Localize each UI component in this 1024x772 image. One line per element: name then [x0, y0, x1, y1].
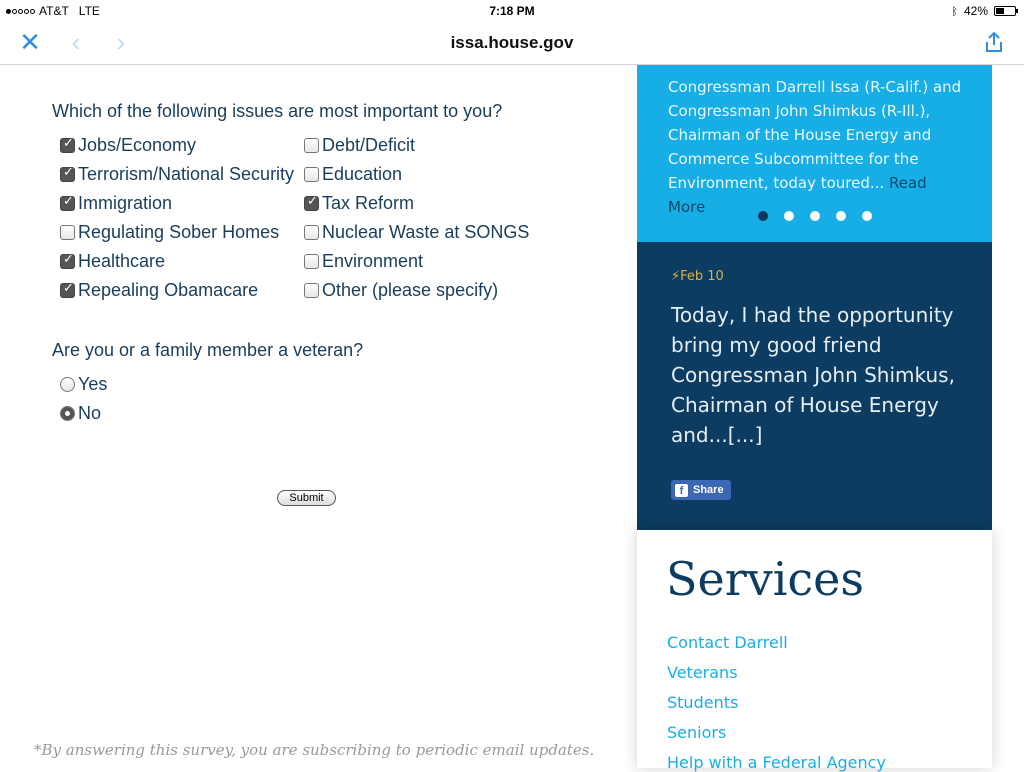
carousel-dots [637, 211, 992, 221]
service-link-students[interactable]: Students [667, 693, 739, 712]
battery-percent: 42% [963, 4, 988, 18]
issue-option[interactable] [304, 222, 529, 243]
service-link-seniors[interactable]: Seniors [667, 723, 727, 742]
issue-label: Repealing Obamacare [78, 280, 259, 300]
browser-nav-bar [0, 22, 1024, 65]
carousel-dot[interactable] [862, 211, 872, 221]
clock: 7:18 PM [489, 4, 535, 18]
share-icon[interactable] [982, 30, 1006, 54]
survey-footnote: *By answering this survey, you are subscribing to periodic email updates. [34, 741, 595, 759]
news-date [671, 269, 724, 284]
checkbox[interactable] [60, 196, 75, 211]
issue-option[interactable] [304, 164, 402, 185]
issue-label: Regulating Sober Homes [78, 222, 280, 242]
network-type: LTE [78, 4, 100, 18]
issue-option[interactable] [60, 164, 294, 185]
news-excerpt [668, 75, 968, 219]
service-link-contact[interactable]: Contact Darrell [667, 633, 788, 652]
news-excerpt-text: Congressman Darrell Issa (R-Calif.) and Congressman John Shimkus (R-Ill.), Chairman of the House Energy and Commerce Subcommittee for the Environment, today toured... [668, 78, 962, 192]
radio-button[interactable] [60, 406, 75, 421]
carousel-dot[interactable] [784, 211, 794, 221]
issue-option[interactable] [60, 193, 172, 214]
issue-label: Jobs/Economy [78, 135, 197, 155]
services-panel [637, 530, 992, 772]
checkbox[interactable] [60, 283, 75, 298]
issue-option[interactable] [304, 193, 414, 214]
veteran-option-yes[interactable] [60, 374, 107, 395]
issue-option[interactable] [60, 251, 165, 272]
news-carousel [637, 65, 992, 242]
carrier-name: AT&T [39, 4, 69, 18]
checkbox[interactable] [304, 283, 319, 298]
issue-label: Tax Reform [322, 193, 415, 213]
issue-label: Terrorism/National Security [78, 164, 295, 184]
checkbox[interactable] [304, 138, 319, 153]
checkbox[interactable] [60, 254, 75, 269]
radio-label: No [78, 403, 102, 423]
issue-option[interactable] [304, 251, 423, 272]
close-icon[interactable]: ✕ [19, 27, 41, 57]
news-card [637, 242, 992, 530]
news-date-text: Feb 10 [680, 269, 724, 284]
checkbox[interactable] [304, 196, 319, 211]
facebook-share-button[interactable] [671, 480, 731, 500]
issue-label: Healthcare [78, 251, 166, 271]
issue-label: Nuclear Waste at SONGS [322, 222, 530, 242]
service-link-veterans[interactable]: Veterans [667, 663, 738, 682]
issue-label: Immigration [78, 193, 173, 213]
veteran-question: Are you or a family member a veteran? [52, 340, 364, 360]
checkbox[interactable] [60, 167, 75, 182]
issue-option[interactable] [60, 135, 196, 156]
checkbox[interactable] [304, 225, 319, 240]
services-title: Services [666, 552, 865, 606]
submit-button[interactable]: Submit [277, 490, 336, 506]
checkbox[interactable] [60, 225, 75, 240]
forward-chevron-icon[interactable]: › [116, 27, 126, 57]
issue-option[interactable] [304, 135, 415, 156]
url-title[interactable]: issa.house.gov [450, 33, 574, 52]
radio-label: Yes [78, 374, 108, 394]
checkbox[interactable] [304, 167, 319, 182]
checkbox[interactable] [304, 254, 319, 269]
issue-option[interactable] [304, 280, 498, 301]
issue-label: Other (please specify) [322, 280, 499, 300]
bluetooth-icon: ᛒ [951, 4, 958, 18]
facebook-icon: f [675, 484, 688, 497]
checkbox[interactable] [60, 138, 75, 153]
carousel-dot[interactable] [758, 211, 768, 221]
issue-label: Education [322, 164, 403, 184]
status-right [951, 4, 1016, 18]
battery-icon [994, 6, 1016, 16]
radio-button[interactable] [60, 377, 75, 392]
service-link-federal-agency[interactable]: Help with a Federal Agency [667, 753, 886, 772]
issue-label: Environment [322, 251, 424, 271]
issue-label: Debt/Deficit [322, 135, 416, 155]
issue-option[interactable] [60, 222, 279, 243]
issue-option[interactable] [60, 280, 258, 301]
news-card-text[interactable]: Today, I had the opportunity bring my good friend Congressman John Shimkus, Chairman of House Energy and...[...] [671, 303, 955, 447]
veteran-option-no[interactable] [60, 403, 101, 424]
survey-form [0, 65, 620, 768]
back-chevron-icon[interactable]: ‹ [71, 27, 81, 57]
carousel-dot[interactable] [810, 211, 820, 221]
read-more-link[interactable]: Read More [668, 174, 927, 216]
share-label: Share [693, 484, 724, 496]
carousel-dot[interactable] [836, 211, 846, 221]
issues-question: Which of the following issues are most important to you? [52, 101, 503, 121]
lightning-icon: ⚡ [671, 269, 681, 284]
status-bar [0, 0, 1024, 22]
